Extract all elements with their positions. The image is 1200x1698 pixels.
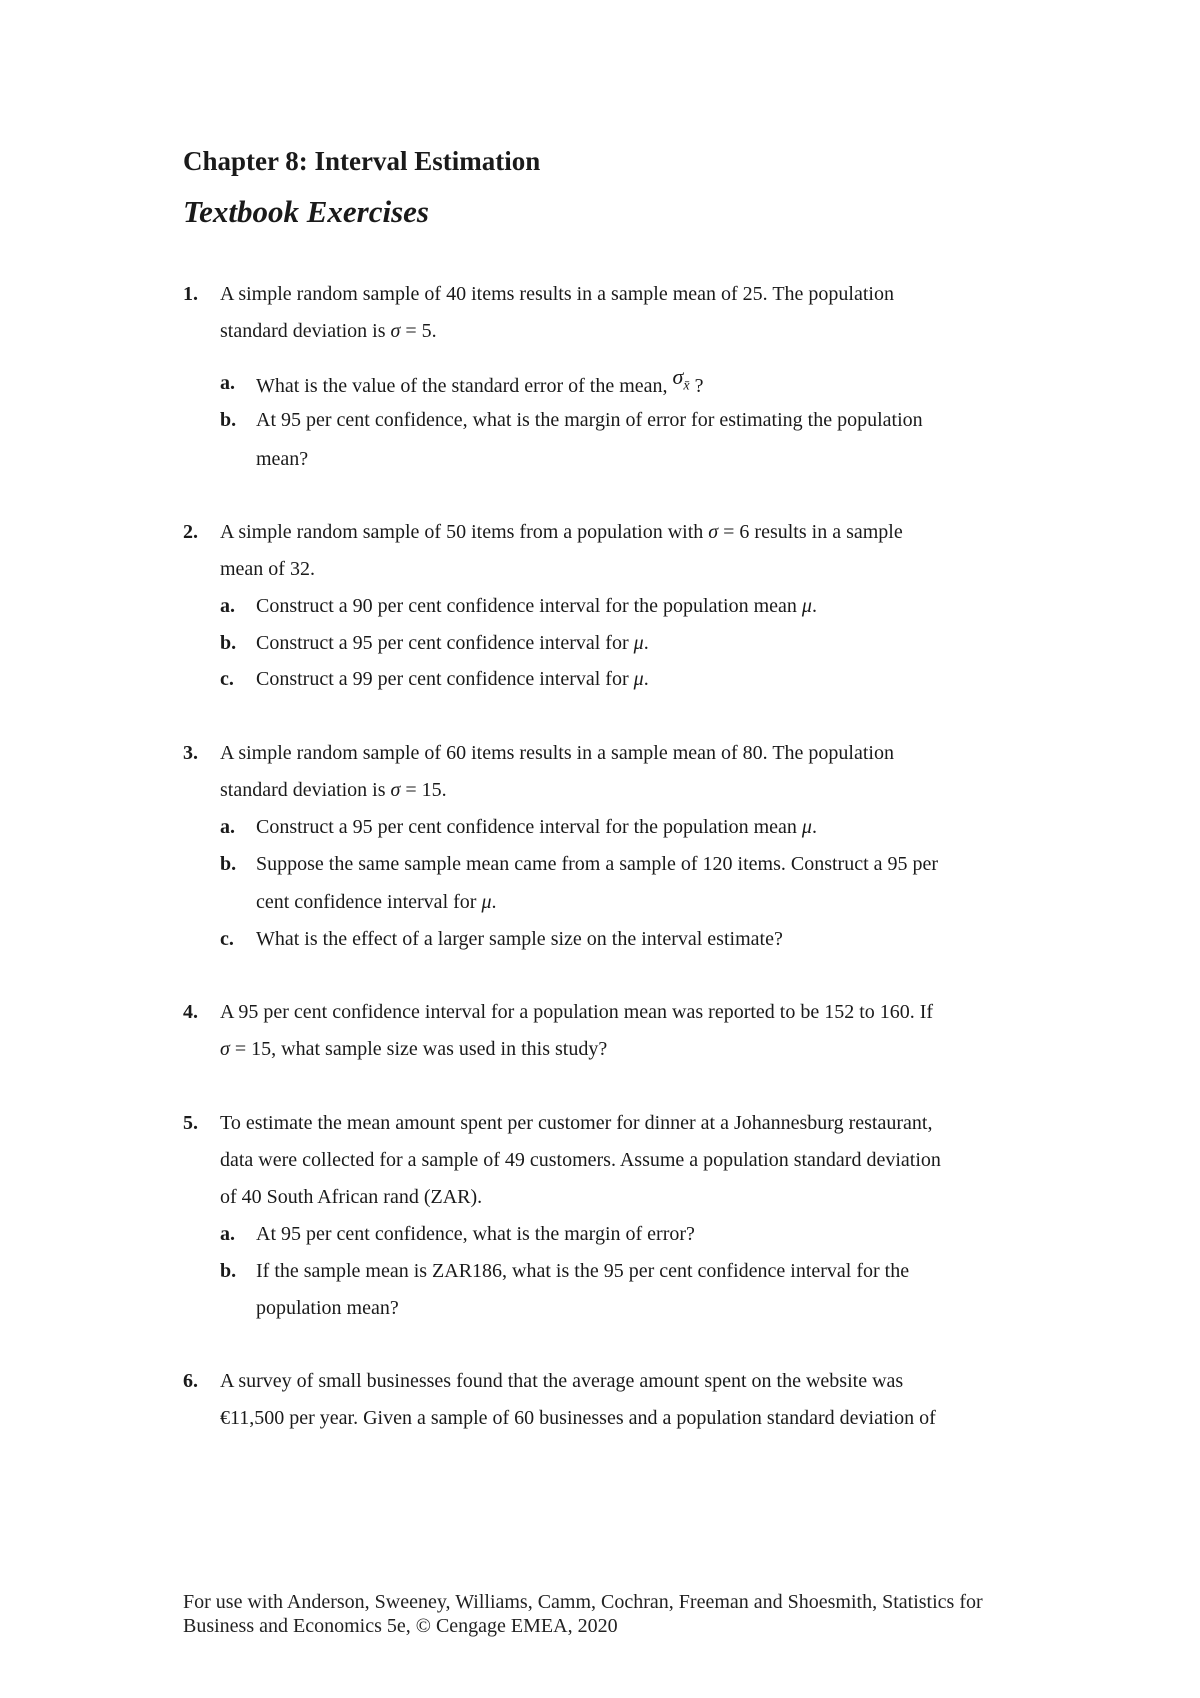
question-number: 5. <box>183 1112 198 1134</box>
subquestion-text: At 95 per cent confidence, what is the margin of error for estimating the population <box>256 409 923 431</box>
question-text: standard deviation is σ = 5. <box>220 320 437 342</box>
subquestion-text: mean? <box>256 448 309 470</box>
question-text: of 40 South African rand (ZAR). <box>220 1186 483 1208</box>
question-text: A simple random sample of 60 items results in a sample mean of 80. The population <box>220 742 894 764</box>
question-number: 1. <box>183 283 198 305</box>
question-text: mean of 32. <box>220 558 315 580</box>
subquestion-text: If the sample mean is ZAR186, what is the 95 per cent confidence interval for the <box>256 1260 910 1282</box>
question-text: A simple random sample of 40 items results in a sample mean of 25. The population <box>220 283 894 305</box>
footer-line: Business and Economics 5e, © Cengage EMEA, 2020 <box>183 1615 618 1637</box>
subquestion-text: What is the effect of a larger sample size on the interval estimate? <box>256 928 783 950</box>
subquestion-letter: c. <box>220 668 234 690</box>
subquestion-letter: b. <box>220 853 237 875</box>
question-number: 2. <box>183 521 198 543</box>
subquestion-text: Construct a 99 per cent confidence interval for μ. <box>256 668 649 690</box>
subquestion-text: population mean? <box>256 1297 399 1319</box>
subquestion-letter: b. <box>220 1260 237 1282</box>
footer-line: For use with Anderson, Sweeney, Williams, Camm, Cochran, Freeman and Shoesmith, Statistics for <box>183 1591 983 1613</box>
subquestion-letter: c. <box>220 928 234 950</box>
subquestion-text: Construct a 90 per cent confidence interval for the population mean μ. <box>256 595 817 617</box>
question-text: standard deviation is σ = 15. <box>220 779 447 801</box>
subquestion-letter: a. <box>220 595 235 617</box>
sigma-xbar-symbol: $\sigma_{x̄}$ <box>672 364 690 394</box>
question-number: 4. <box>183 1001 198 1023</box>
question-text: σ = 15, what sample size was used in this study? <box>220 1038 608 1060</box>
question-text: A survey of small businesses found that the average amount spent on the website was <box>220 1370 904 1392</box>
question-text: A simple random sample of 50 items from a population with σ = 6 results in a sample <box>220 521 903 543</box>
subquestion-letter: a. <box>220 372 235 394</box>
subquestion-text: At 95 per cent confidence, what is the margin of error? <box>256 1223 695 1245</box>
question-number: 3. <box>183 742 198 764</box>
chapter-title: Chapter 8: Interval Estimation <box>183 146 541 176</box>
subquestion-text: What is the value of the standard error of the mean, $\sigma_{x̄}$ ? <box>256 364 704 397</box>
question-text: €11,500 per year. Given a sample of 60 businesses and a population standard deviation of <box>220 1407 936 1429</box>
subquestion-text: cent confidence interval for μ. <box>256 891 497 913</box>
section-title: Textbook Exercises <box>183 194 429 229</box>
subquestion-letter: b. <box>220 409 237 431</box>
subquestion-text: Construct a 95 per cent confidence interval for μ. <box>256 632 649 654</box>
question-text: To estimate the mean amount spent per customer for dinner at a Johannesburg restaurant, <box>220 1112 933 1134</box>
subquestion-letter: b. <box>220 632 237 654</box>
subquestion-text: Suppose the same sample mean came from a sample of 120 items. Construct a 95 per <box>256 853 939 875</box>
subquestion-letter: a. <box>220 1223 235 1245</box>
page-footer <box>183 1590 983 1638</box>
subquestion-letter: a. <box>220 816 235 838</box>
question-text: data were collected for a sample of 49 customers. Assume a population standard deviation <box>220 1149 941 1171</box>
question-number: 6. <box>183 1370 198 1392</box>
subquestion-text: Construct a 95 per cent confidence interval for the population mean μ. <box>256 816 817 838</box>
question-text: A 95 per cent confidence interval for a population mean was reported to be 152 to 160. If <box>220 1001 934 1023</box>
